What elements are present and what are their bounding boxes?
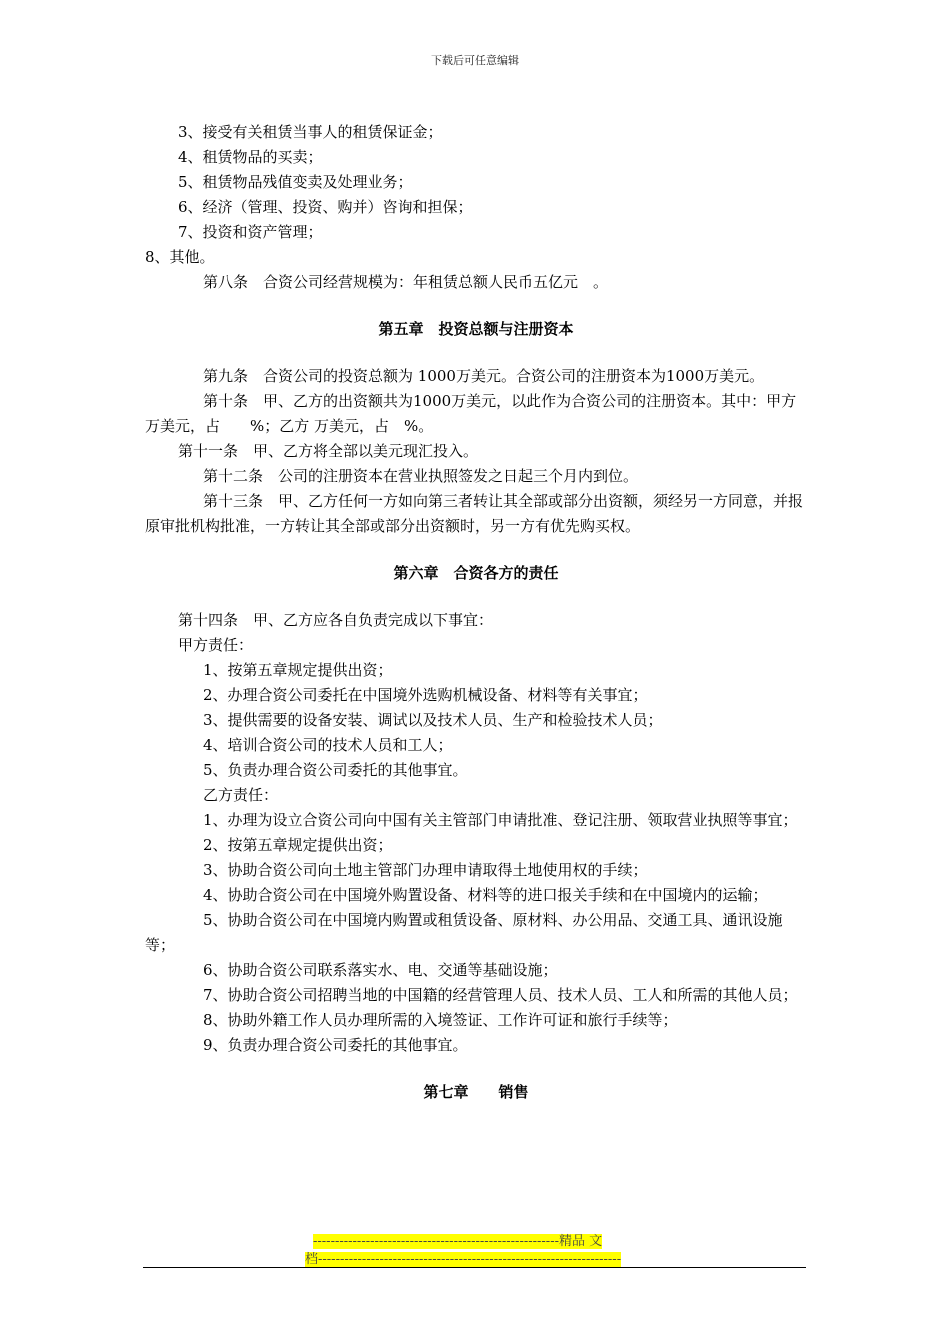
clause-paragraph: 4、培训合资公司的技术人员和工人； (203, 736, 453, 754)
clause-paragraph: 1、办理为设立合资公司向中国有关主管部门申请批准、登记注册、领取营业执照等事宜； (203, 811, 798, 829)
chapter-6-heading: 第六章 合资各方的责任 (393, 564, 559, 582)
footer-divider (143, 1267, 806, 1268)
clause-paragraph: 第十条 甲、乙方的出资额共为1000万美元，以此作为合资公司的注册资本。其中：甲方 万美元，占 %；乙方 万美元，占 %。 (145, 392, 827, 435)
clause-paragraph: 第十三条 甲、乙方任何一方如向第三者转让其全部或部分出资额，须经另一方同意，并报原审批机构批准，一方转让其全部或部分出资额时，另一方有优先购买权。 (145, 492, 804, 535)
clause-paragraph: 6、经济（管理、投资、购并）咨询和担保； (178, 198, 473, 216)
clause-paragraph: 3、协助合资公司向土地主管部门办理申请取得土地使用权的手续； (203, 861, 648, 879)
clause-paragraph: 第十四条 甲、乙方应各自负责完成以下事宜： (178, 611, 494, 629)
chapter-6-paragraphs (145, 608, 807, 1058)
page-header: 下载后可任意编辑 (431, 54, 519, 67)
chapter-5-paragraphs (145, 364, 827, 539)
clause-paragraph: 5、负责办理合资公司委托的其他事宜。 (203, 761, 468, 779)
clause-paragraph: 4、协助合资公司在中国境外购置设备、材料等的进口报关手续和在中国境内的运输； (203, 886, 768, 904)
clause-paragraph: 8、协助外籍工作人员办理所需的入境签证、工作许可证和旅行手续等； (203, 1011, 678, 1029)
clause-paragraph: 2、办理合资公司委托在中国境外选购机械设备、材料等有关事宜； (203, 686, 648, 704)
clause-paragraph: 5、协助合资公司在中国境内购置或租赁设备、原材料、办公用品、交通工具、通讯设施等； (145, 911, 783, 954)
clause-paragraph: 第十一条 甲、乙方将全部以美元现汇投入。 (178, 442, 479, 460)
document-body (145, 120, 827, 1105)
clause-paragraph: 第十二条 公司的注册资本在营业执照签发之日起三个月内到位。 (203, 467, 639, 485)
footer-watermark-text (305, 1233, 650, 1269)
chapter-7-heading: 第七章 销售 (423, 1083, 529, 1101)
clause-paragraph: 4、租赁物品的买卖； (178, 148, 323, 166)
clause-paragraph: 3、接受有关租赁当事人的租赁保证金； (178, 123, 443, 141)
clause-paragraph: 7、投资和资产管理； (178, 223, 323, 241)
chapter-5-heading: 第五章 投资总额与注册资本 (378, 320, 574, 338)
footer-line-1: --------------------------------------------------------精品 文 (313, 1234, 603, 1249)
clause-paragraph: 5、租赁物品残值变卖及处理业务； (178, 173, 413, 191)
clause-paragraph: 6、协助合资公司联系落实水、电、交通等基础设施； (203, 961, 558, 979)
clause-paragraph: 第八条 合资公司经营规模为：年租赁总额人民币五亿元 。 (203, 273, 609, 291)
clause-paragraph: 2、按第五章规定提供出资； (203, 836, 393, 854)
clause-paragraph: 甲方责任： (178, 636, 254, 654)
top-paragraph-list (145, 120, 807, 295)
clause-paragraph: 1、按第五章规定提供出资； (203, 661, 393, 679)
clause-paragraph: 第九条 合资公司的投资总额为 1000万美元。合资公司的注册资本为1000万美元。 (203, 367, 765, 385)
clause-paragraph: 8、其他。 (145, 248, 215, 266)
clause-paragraph: 7、协助合资公司招聘当地的中国籍的经营管理人员、技术人员、工人和所需的其他人员； (203, 986, 798, 1004)
footer-line-2: 档--------------------------------------------------------------------- (305, 1252, 622, 1267)
clause-paragraph: 3、提供需要的设备安装、调试以及技术人员、生产和检验技术人员； (203, 711, 663, 729)
clause-paragraph: 9、负责办理合资公司委托的其他事宜。 (203, 1036, 468, 1054)
clause-paragraph: 乙方责任： (203, 786, 279, 804)
